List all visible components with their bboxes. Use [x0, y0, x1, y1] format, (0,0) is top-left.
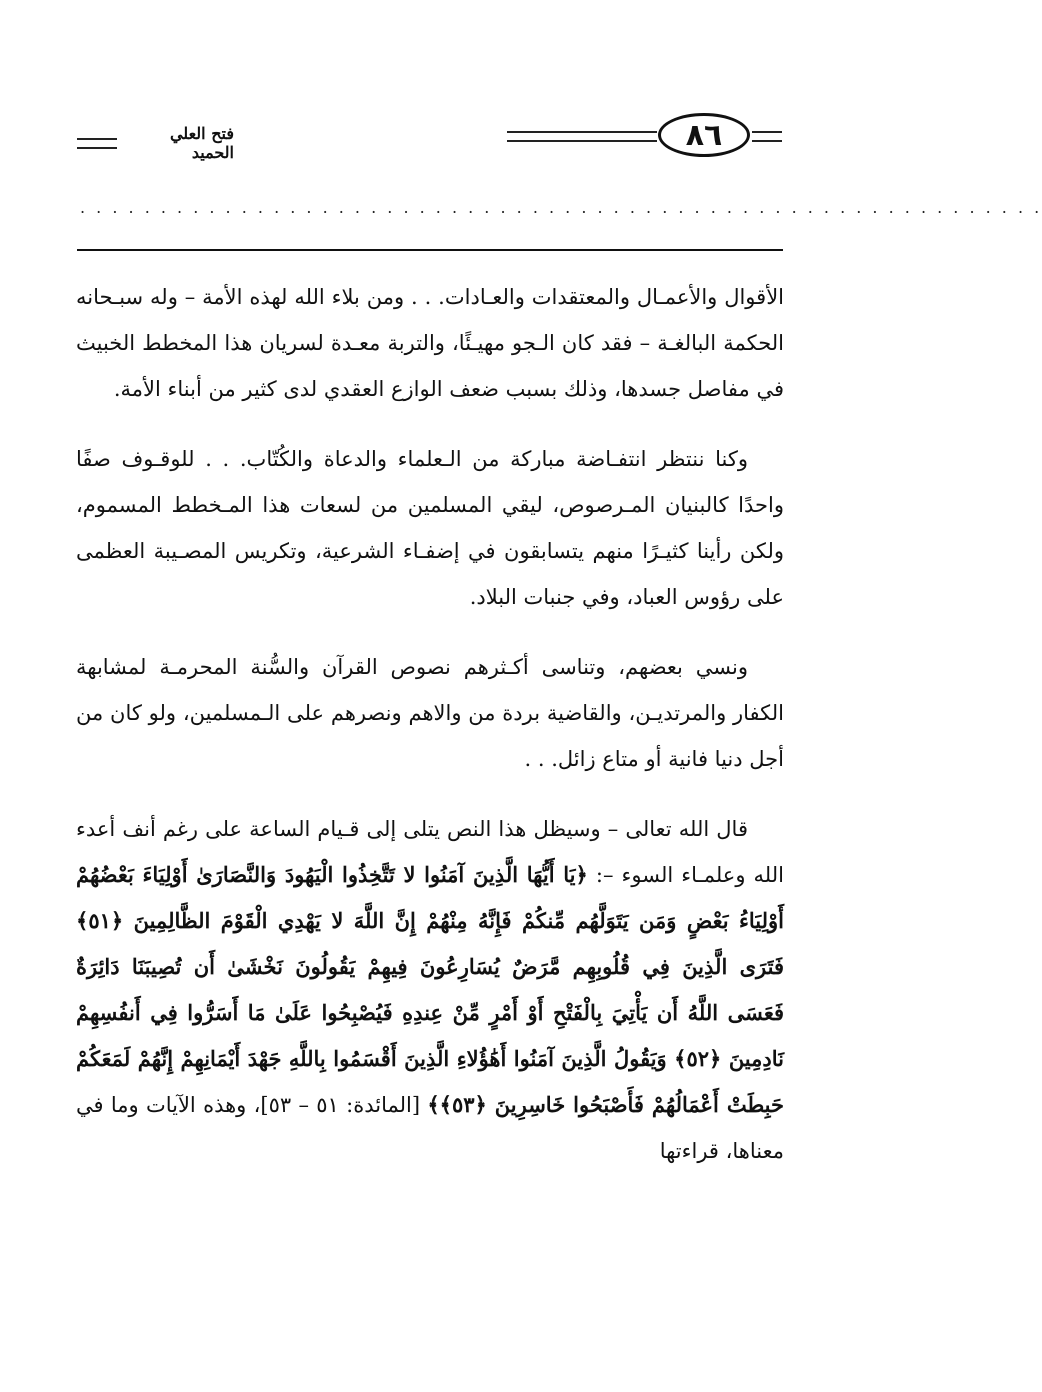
quote-intro: قال الله تعالى – وسيظل هذا النص يتلى إلى قـيام الساعة على رغم أنف أعدء الله وعلمـاء السوء –: [76, 817, 784, 887]
page-number: ٨٦ [658, 113, 750, 157]
header-separator [77, 249, 783, 251]
paragraph-1: الأقوال والأعمـال والمعتقدات والعـادات. . . ومن بلاء الله لهذه الأمة – وله سبـحانه الحكمة البالغـة – فقد كان الـجو مهيـئًا، والتربة معـدة لسريان هذا المخطط الخبيث في مفاصل جسدها، وذلك بسبب ضعف الوازع العقدي لدى كثير من أبناء الأمة. [76, 285, 784, 401]
quran-verses: ﴿يَا أَيُّهَا الَّذِينَ آمَنُوا لا تَتَّخِذُوا الْيَهُودَ وَالنَّصَارَىٰ أَوْلِيَاءَ بَعْضُهُمْ أَوْلِيَاءُ بَعْضٍ وَمَن يَتَوَلَّهُم مِّنكُمْ فَإِنَّهُ مِنْهُمْ إِنَّ اللَّهَ لا يَهْدِي الْقَوْمَ الظَّالِمِينَ ﴿٥١﴾ فَتَرَى الَّذِينَ فِي قُلُوبِهِم مَّرَضٌ يُسَارِعُونَ فِيهِمْ يَقُولُونَ نَخْشَىٰ أَن تُصِيبَنَا دَائِرَةٌ فَعَسَى اللَّهُ أَن يَأْتِيَ بِالْفَتْحِ أَوْ أَمْرٍ مِّنْ عِندِهِ فَيُصْبِحُوا عَلَىٰ مَا أَسَرُّوا فِي أَنفُسِهِمْ نَادِمِينَ ﴿٥٢﴾ وَيَقُولُ الَّذِينَ آمَنُوا أَهَٰؤُلاءِ الَّذِينَ أَقْسَمُوا بِاللَّهِ جَهْدَ أَيْمَانِهِمْ إِنَّهُمْ لَمَعَكُمْ حَبِطَتْ أَعْمَالُهُمْ فَأَصْبَحُوا خَاسِرِينَ ﴿٥٣﴾﴾ [76, 862, 784, 1117]
citation-text: [المائدة: ٥١ – ٥٣]، وهذه الآيات وما في معناها، قراءتها [76, 1093, 784, 1163]
header-rule-left [507, 131, 657, 142]
page-header [0, 0, 1042, 250]
paragraph-3: ونسي بعضهم، وتناسى أكـثرهم نصوص القرآن والسُّنة المحرمـة لمشابهة الكفار والمرتديـن، والقاضية بردة من والاهم ونصرهم على الـمسلمين، ولو كان من أجل دنيا فانية أو متاع زائل. . . [76, 655, 784, 771]
paragraph-2: وكنا ننتظر انتفـاضة مباركة من الـعلماء والدعاة والكُتّاب. . . للوقـوف صفًا واحدًا كالبنيان المـرصوص، ليقي المسلمين من لسعات هذا المـخطط المسموم، ولكن رأينا كثيـرًا منهم يتسابقون في إضفـاء الشرعية، وتكريس المصـيبة العظمى على رؤوس العباد، وفي جنبات البلاد. [76, 447, 785, 609]
page-body [76, 274, 784, 1198]
paragraph-4 [76, 806, 784, 1174]
dotted-line: . . . . . . . . . . . . . . . . . . . . . . . . . . . . . . . . . . . . . . . . . . . . . . . . . . . . . . . . . . . . [80, 198, 1042, 217]
header-rule-right [752, 131, 782, 142]
title-ornament [77, 138, 117, 149]
book-title: فتح العلي الحميد [169, 124, 234, 162]
